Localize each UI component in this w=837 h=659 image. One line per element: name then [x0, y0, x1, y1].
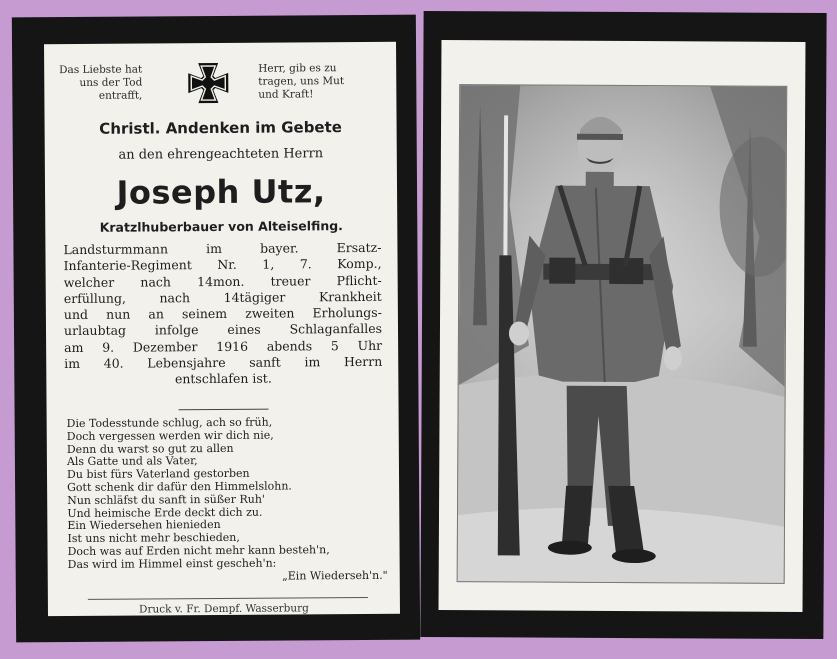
- poem-line: Doch was auf Erden nicht mehr kann besteh'n,: [67, 543, 330, 559]
- memorial-heading: Christl. Andenken im Gebete: [99, 118, 342, 138]
- iron-cross-icon: [184, 59, 232, 107]
- section-divider: [179, 409, 269, 411]
- poem-line: Das wird im Himmel einst gescheh'n:: [67, 556, 277, 571]
- verse-right-line: tragen, uns Mut: [258, 75, 345, 88]
- poem-line: Die Todesstunde schlug, ach so früh,: [66, 415, 273, 431]
- footer-rule: [88, 597, 368, 600]
- biography-line: welcher nach 14mon. treuer Pflicht-: [63, 272, 382, 290]
- biography-line: erfüllung, nach 14tägiger Krankheit: [63, 288, 382, 306]
- poem-closing: „Ein Wiederseh'n.": [281, 568, 388, 583]
- soldier-portrait-photo: [457, 84, 788, 584]
- memorial-text-page: [44, 42, 400, 616]
- printer-credit: Druck v. Fr. Dempf. Wasserburg: [138, 602, 309, 616]
- biography-line: entschlafen ist.: [174, 370, 272, 387]
- poem-line: Gott schenk dir dafür den Himmelslohn.: [67, 479, 292, 495]
- photo-page: [439, 40, 806, 612]
- deceased-name: Joseph Utz,: [116, 172, 326, 212]
- memorial-poem: [67, 416, 388, 585]
- top-verse-left: [50, 64, 142, 104]
- right-card: [420, 11, 826, 639]
- occupation-line: Kratzlhuberbauer von Alteiselfing.: [99, 218, 343, 235]
- soldier-portrait-image: [458, 85, 787, 583]
- biography-line: Landsturmmann im bayer. Ersatz-: [63, 239, 382, 258]
- biography-line: Infanterie-Regiment Nr. 1, 7. Komp.,: [63, 256, 382, 274]
- poem-line: Du bist fürs Vaterland gestorben: [66, 466, 250, 482]
- poem-line: Nun schläfst du sanft in süßer Ruh': [67, 492, 265, 507]
- biography-line: am 9. Dezember 1916 abends 5 Uhr: [64, 337, 383, 355]
- verse-left-line: entrafft,: [98, 89, 143, 102]
- biography-line: und nun an seinem zweiten Erholungs-: [63, 305, 382, 323]
- verse-left-line: uns der Tod: [79, 76, 143, 89]
- poem-line: Doch vergessen werden wir dich nie,: [66, 428, 274, 443]
- left-card: [12, 15, 420, 643]
- top-verse-right: [258, 62, 376, 102]
- poem-line: Als Gatte und als Vater,: [66, 454, 198, 469]
- biography-paragraph: [63, 240, 382, 389]
- poem-line: Denn du warst so gut zu allen: [66, 441, 234, 456]
- verse-right-line: Herr, gib es zu: [258, 62, 337, 75]
- verse-right-line: und Kraft!: [258, 88, 314, 101]
- dedication-line: an den ehrengeachteten Herrn: [118, 146, 324, 163]
- verse-left-line: Das Liebste hat: [59, 63, 143, 77]
- biography-line: im 40. Lebensjahre sanft im Herrn: [64, 353, 383, 372]
- poem-line: Ist uns nicht mehr beschieden,: [67, 531, 240, 546]
- biography-line: urlaubtag infolge eines Schlaganfalles: [63, 321, 383, 339]
- poem-line: Ein Wiedersehen hienieden: [67, 518, 221, 533]
- poem-line: Und heimische Erde deckt dich zu.: [67, 505, 263, 520]
